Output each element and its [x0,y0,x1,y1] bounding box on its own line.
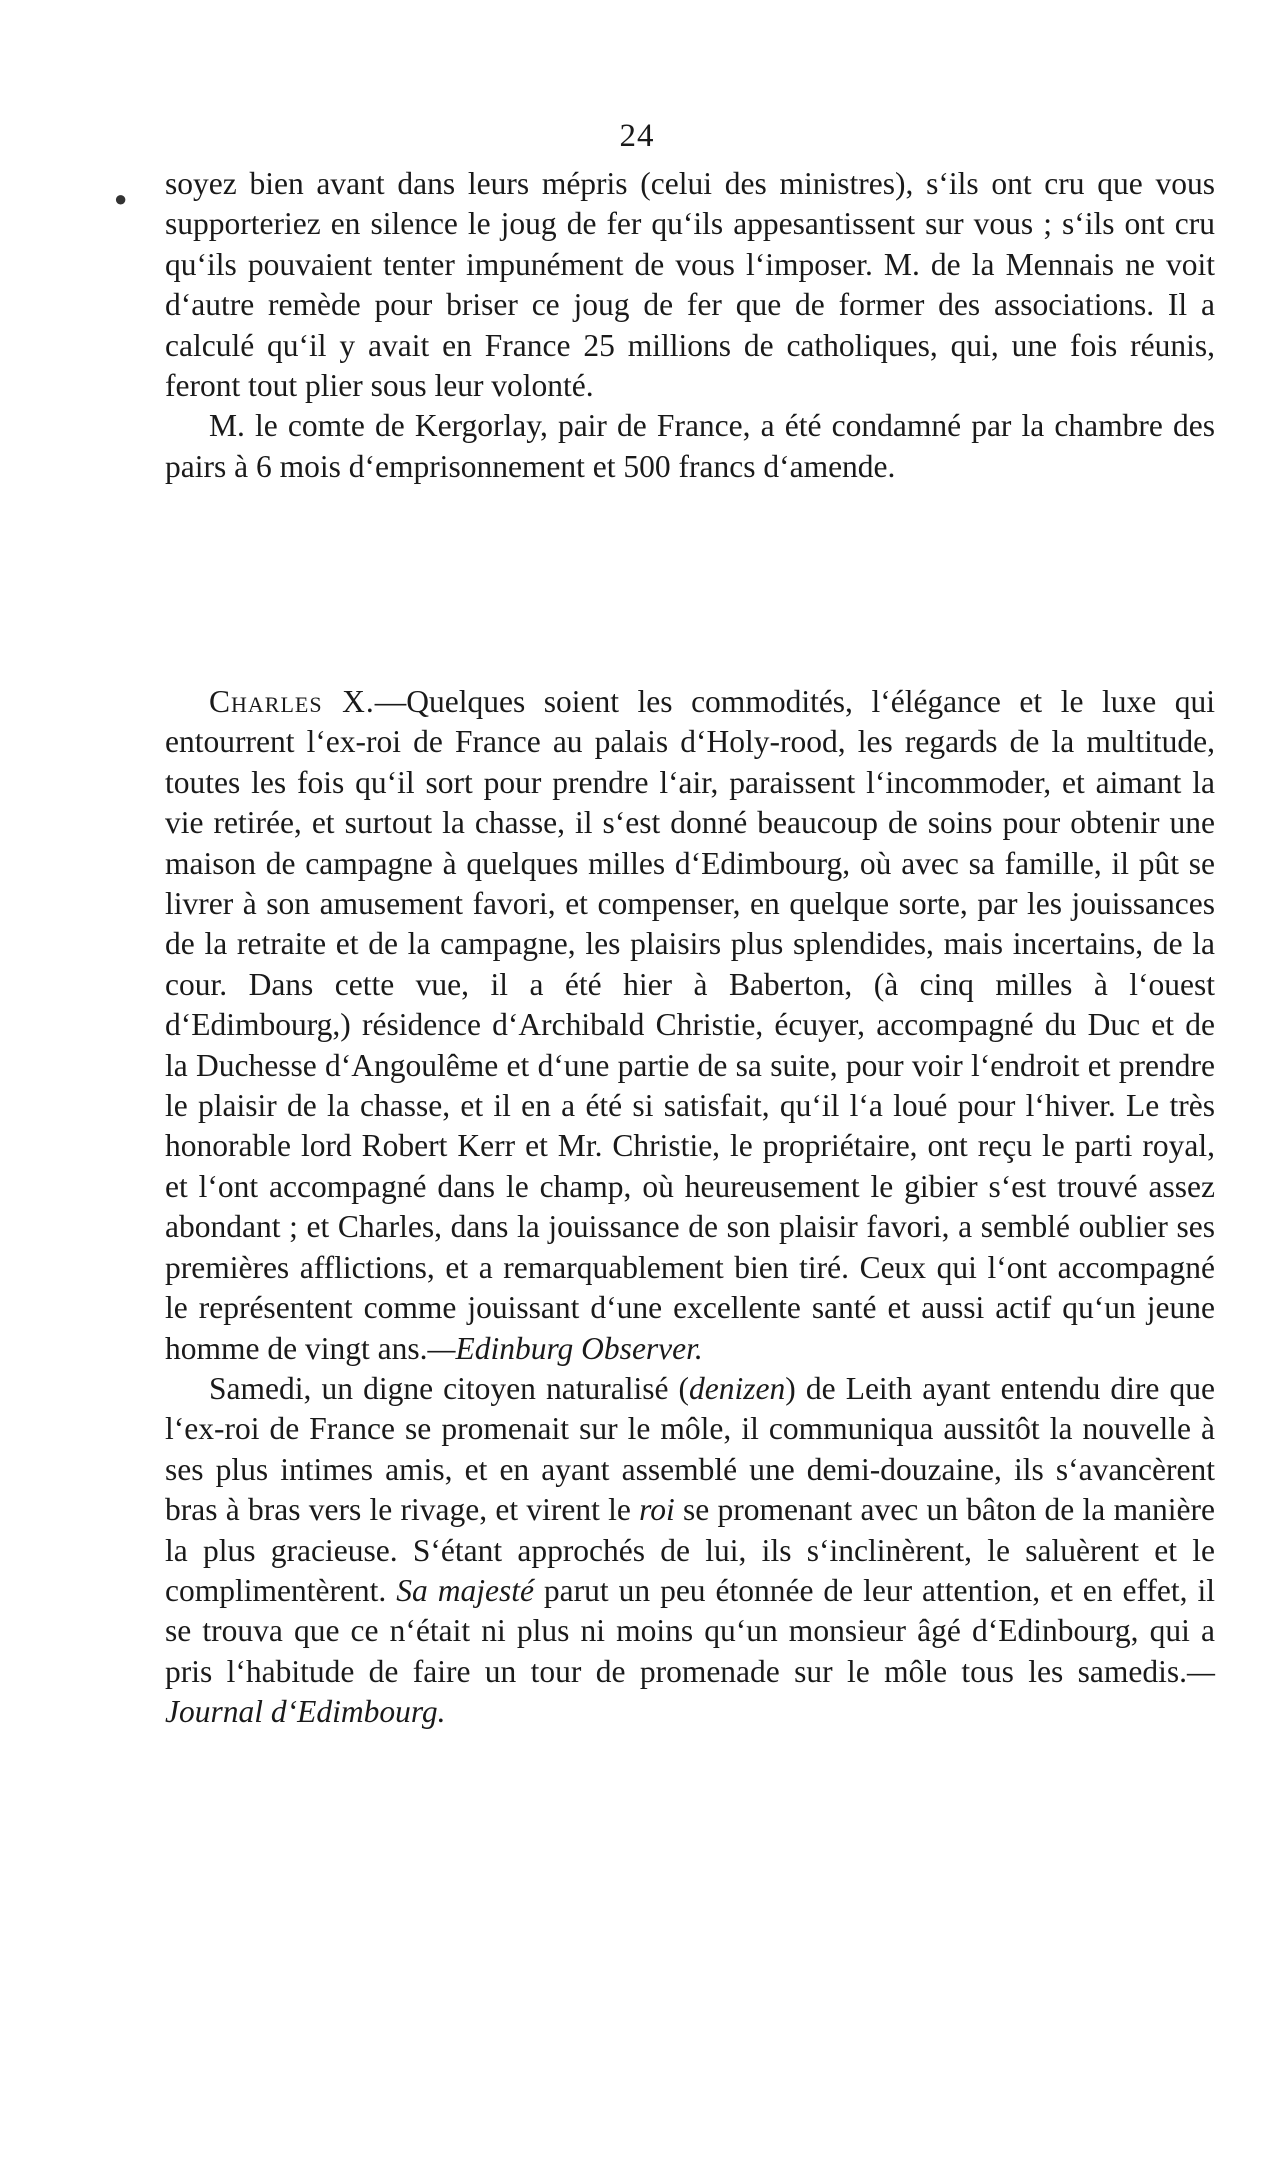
paragraph-italic: roi [639,1492,675,1528]
paragraph-continuation: soyez bien avant dans leurs mépris (celui des ministres), s‘ils ont cru que vous supporteriez en silence le joug de fer qu‘ils appesantissent sur vous ; s‘ils ont cru qu‘ils pouvaient tenter impunément de vous l‘imposer. M. de la Mennais ne voit d‘autre remède pour briser ce joug de fer que de former des associations. Il a calculé qu‘il y avait en France 25 millions de catholiques, qui, une fois réunis, feront tout plier sous leur volonté. [165,166,1215,404]
paragraph-kergorlay: M. le comte de Kergorlay, pair de France, a été condamné par la chambre des pairs à 6 mois d‘emprisonnement et 500 francs d‘amende. [165,408,1215,484]
margin-mark: ● [114,186,128,211]
paragraph-body: —Quelques soient les commodités, l‘élégance et le luxe qui entourrent l‘ex-roi de France au palais d‘Holy-rood, les regards de la multitude, toutes les fois qu‘il sort pour prendre l‘air, paraissent l‘incommoder, et aimant la vie retirée, et surtout la chasse, il s‘est donné beaucoup de soins pour obtenir une maison de campagne à quelques milles d‘Edimbourg, où avec sa famille, il pût se livrer à son amusement favori, et compenser, en quelque sorte, par les jouissances de la retraite et de la campagne, les plaisirs plus splendides, mais incertains, de la cour. Dans cette vue, il a été hier à Baberton, (à cinq milles à l‘ouest d‘Edimbourg,) résidence d‘Archibald Christie, écuyer, accompagné du Duc et de la Duchesse d‘Angoulême et d‘une partie de sa suite, pour voir l‘endroit et prendre le plaisir de la chasse, et il en a été si satisfait, qu‘il l‘a loué pour l‘hiver. Le très honorable lord Robert Kerr et Mr. Christie, le propriétaire, ont reçu le parti royal, et l‘ont accompagné dans le champ, où heureusement le gibier s‘est trouvé assez abondant ; et Charles, dans la jouissance de son plaisir favori, a semblé oublier ses premières afflictions, et a remarquablement bien tiré. Ceux qui l‘ont accompagné le représentent comme jouissant d‘une excellente santé et aussi actif qu‘un jeune homme de vingt ans. [165,684,1215,1366]
paragraph-charles-x [165,682,1215,1369]
page-number: 24 [619,118,655,154]
paragraph-samedi [165,1369,1215,1733]
paragraph-body: ) de Leith ayant entendu dire que l‘ex-roi de France se promenait sur le môle, il communiqua aussitôt la nouvelle à ses plus intimes amis, et en ayant assemblé une demi-douzaine, ils s‘avancèrent bras à bras vers le rivage, et virent le [165,1370,1215,1528]
paragraph-body: se promenant avec un bâton de la manière la plus gracieuse. S‘étant approchés de lui, ils s‘inclinèrent, le saluèrent et le complimentèrent. [165,1492,1216,1608]
paragraph-source: —Edinburg Observer. [427,1330,703,1366]
paragraph-lead: Charles X. [209,684,375,719]
paragraph-body: Samedi, un digne citoyen naturalisé ( [209,1370,690,1406]
text-block-bottom [165,682,1215,1733]
paragraph-italic: denizen [689,1370,786,1406]
paragraph-italic: Sa majesté [396,1572,534,1608]
text-block-top [165,164,1215,487]
paragraph-body: parut un peu étonnée de leur attention, et en effet, il se trouva que ce n‘était ni plus ni moins qu‘un monsieur âgé d‘Edinbourg, qui a pris l‘habitude de faire un tour de promenade sur le môle tous les samedis. [165,1572,1215,1689]
paragraph-source: —Journal d‘Edimbourg. [165,1653,1215,1730]
